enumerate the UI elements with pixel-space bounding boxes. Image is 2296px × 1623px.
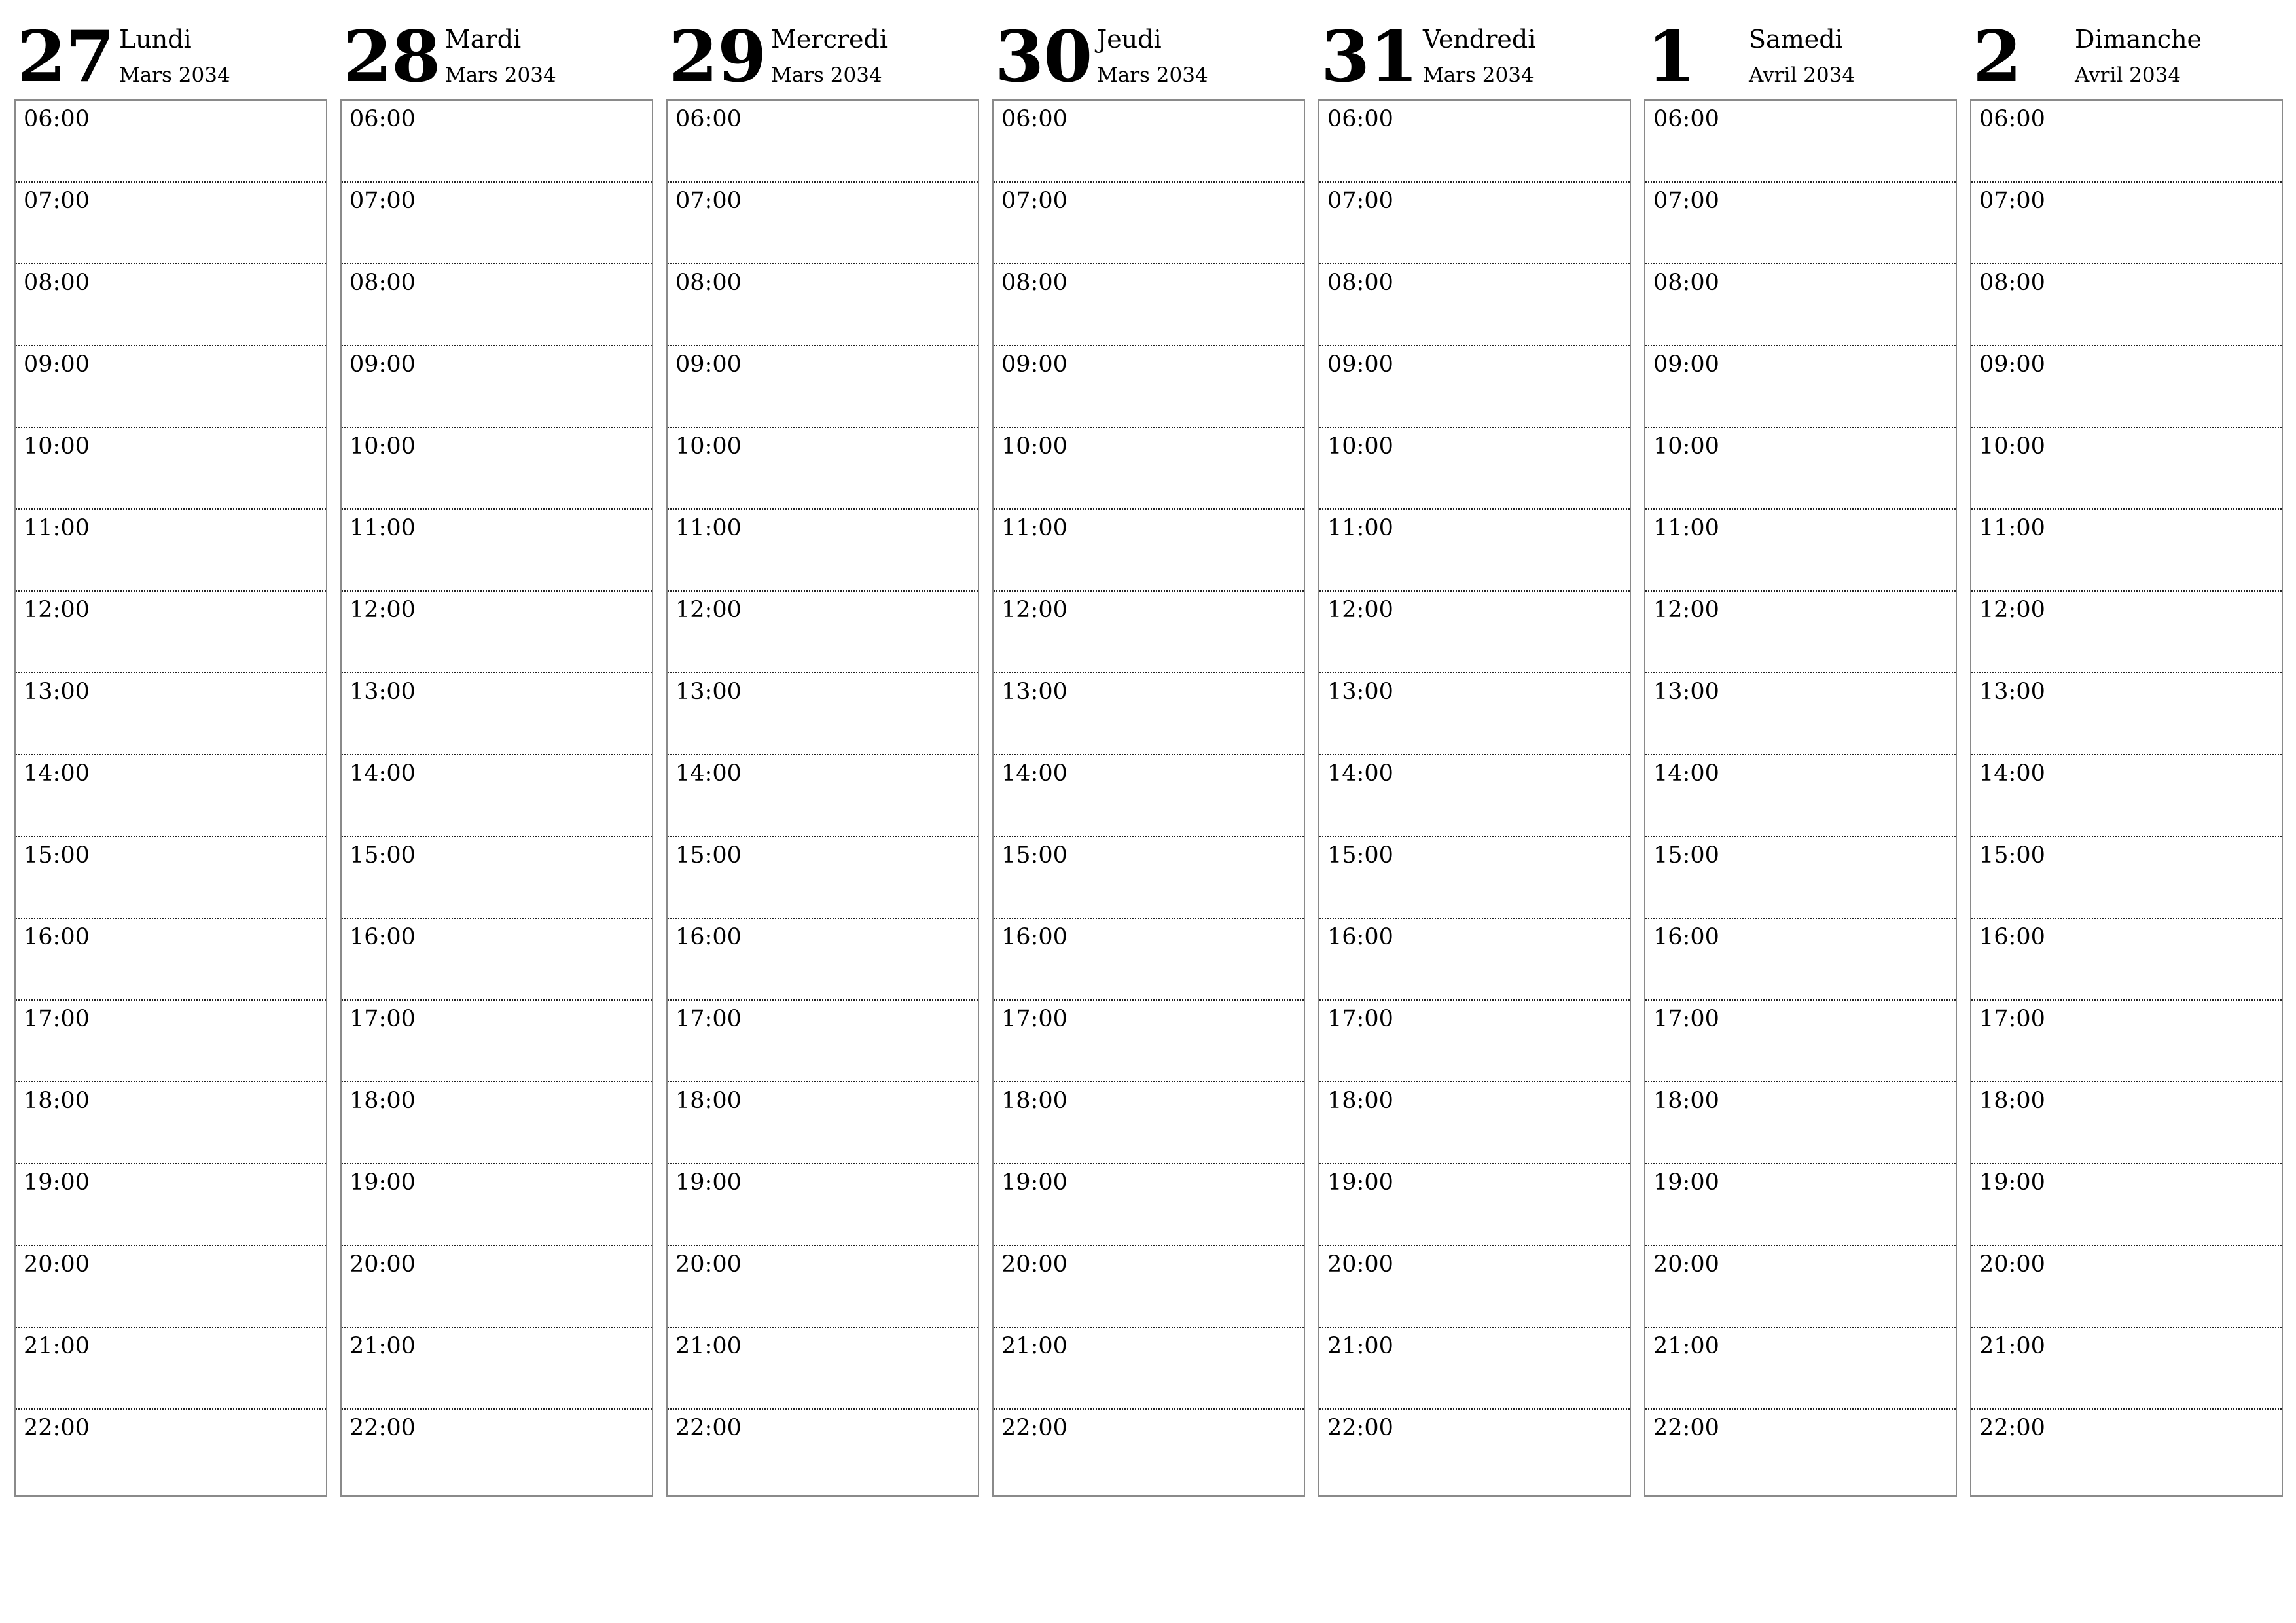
time-slot[interactable] [1645,1328,1956,1410]
time-slot[interactable] [1319,264,1630,346]
time-slot-label: 07:00 [1001,188,1067,214]
time-slot-label: 06:00 [24,106,90,132]
time-slot[interactable] [1319,755,1630,837]
time-slot[interactable] [668,1410,978,1495]
time-slot-label: 06:00 [675,106,742,132]
time-slot-label: 06:00 [350,106,416,132]
day-name: Jeudi [1097,25,1162,54]
time-slot-label: 07:00 [1979,188,2045,214]
time-slot[interactable] [994,1328,1304,1410]
time-slot[interactable] [1645,101,1956,183]
time-slot[interactable] [16,1246,326,1328]
time-slot-label: 12:00 [350,597,416,623]
time-slot-label: 09:00 [1001,351,1067,378]
time-slot-label: 19:00 [350,1169,416,1196]
time-slot-label: 11:00 [1653,515,1719,541]
time-slot[interactable] [342,1410,652,1495]
time-slot-label: 09:00 [24,351,90,378]
time-slot-label: 12:00 [1327,597,1393,623]
time-slot[interactable] [16,1164,326,1246]
time-slot[interactable] [994,1410,1304,1495]
time-slot[interactable] [16,673,326,755]
time-slot[interactable] [668,346,978,428]
time-slot-label: 14:00 [24,760,90,787]
time-slot[interactable] [342,428,652,510]
time-slot-label: 06:00 [1001,106,1067,132]
time-slot-label: 20:00 [1001,1251,1067,1277]
time-slot-label: 16:00 [675,924,742,950]
day-month: Avril 2034 [1749,63,1856,87]
day-header [340,0,653,99]
time-slot[interactable] [342,1164,652,1246]
time-slot-label: 11:00 [350,515,416,541]
time-slot-label: 13:00 [1979,679,2045,705]
time-slot[interactable] [342,837,652,919]
day-header [1318,0,1631,99]
time-slot[interactable] [1319,837,1630,919]
day-number: 27 [17,16,115,98]
time-slot-label: 20:00 [350,1251,416,1277]
time-slot-label: 18:00 [350,1088,416,1114]
day-header [666,0,979,99]
time-slot[interactable] [342,1328,652,1410]
time-slot-label: 08:00 [1979,270,2045,296]
time-slot[interactable] [1319,1410,1630,1495]
time-slot[interactable] [994,919,1304,1001]
time-slot[interactable] [16,919,326,1001]
time-slot-label: 16:00 [350,924,416,950]
time-slot[interactable] [994,1001,1304,1082]
time-slot[interactable] [1645,510,1956,592]
time-slot[interactable] [1645,264,1956,346]
time-slot-label: 17:00 [1327,1006,1393,1032]
time-slot[interactable] [1971,1328,2282,1410]
day-name: Mardi [445,25,522,54]
time-slot[interactable] [1971,592,2282,673]
time-slot[interactable] [994,510,1304,592]
time-slot-label: 12:00 [1653,597,1719,623]
time-slot-label: 18:00 [1979,1088,2045,1114]
day-month: Avril 2034 [2075,63,2181,87]
time-slot[interactable] [994,428,1304,510]
time-slot-box [666,99,979,1497]
time-slot[interactable] [1645,1164,1956,1246]
time-slot-label: 21:00 [1327,1333,1393,1359]
day-header [992,0,1305,99]
time-slot[interactable] [342,1082,652,1164]
time-slot[interactable] [668,592,978,673]
time-slot-label: 13:00 [1001,679,1067,705]
time-slot-label: 20:00 [675,1251,742,1277]
time-slot[interactable] [1319,1246,1630,1328]
time-slot-label: 13:00 [675,679,742,705]
day-number: 2 [1973,16,2022,98]
time-slot-label: 08:00 [1001,270,1067,296]
time-slot-label: 19:00 [1653,1169,1719,1196]
time-slot-label: 07:00 [24,188,90,214]
time-slot[interactable] [342,592,652,673]
time-slot-label: 17:00 [675,1006,742,1032]
time-slot[interactable] [1319,428,1630,510]
day-column-thursday [992,0,1305,1441]
time-slot[interactable] [16,346,326,428]
time-slot-label: 10:00 [350,433,416,459]
time-slot[interactable] [16,101,326,183]
time-slot-label: 07:00 [1653,188,1719,214]
time-slot-label: 15:00 [350,842,416,868]
time-slot[interactable] [342,755,652,837]
time-slot-box [992,99,1305,1497]
time-slot-label: 20:00 [1653,1251,1719,1277]
time-slot[interactable] [16,428,326,510]
time-slot[interactable] [1319,101,1630,183]
time-slot-box [14,99,327,1497]
time-slot[interactable] [1971,1001,2282,1082]
time-slot[interactable] [1971,510,2282,592]
time-slot-label: 09:00 [1979,351,2045,378]
time-slot[interactable] [1971,428,2282,510]
time-slot-label: 06:00 [1979,106,2045,132]
time-slot-label: 19:00 [24,1169,90,1196]
time-slot-label: 14:00 [1979,760,2045,787]
time-slot[interactable] [668,1246,978,1328]
time-slot-box [1970,99,2283,1497]
time-slot[interactable] [668,183,978,264]
time-slot-box [1318,99,1631,1497]
time-slot[interactable] [994,837,1304,919]
time-slot[interactable] [16,837,326,919]
time-slot-label: 09:00 [350,351,416,378]
time-slot-label: 21:00 [1979,1333,2045,1359]
time-slot-label: 21:00 [350,1333,416,1359]
time-slot-label: 22:00 [1001,1415,1067,1441]
time-slot-label: 11:00 [675,515,742,541]
time-slot-label: 08:00 [24,270,90,296]
time-slot-label: 21:00 [24,1333,90,1359]
time-slot[interactable] [16,183,326,264]
time-slot[interactable] [1971,837,2282,919]
time-slot[interactable] [994,755,1304,837]
time-slot[interactable] [16,1410,326,1495]
time-slot[interactable] [342,919,652,1001]
time-slot[interactable] [1971,1410,2282,1495]
time-slot-label: 06:00 [1327,106,1393,132]
time-slot-label: 22:00 [1653,1415,1719,1441]
time-slot-label: 15:00 [1653,842,1719,868]
time-slot-label: 18:00 [1001,1088,1067,1114]
time-slot-label: 13:00 [350,679,416,705]
time-slot-label: 10:00 [675,433,742,459]
day-header [1644,0,1957,99]
time-slot-label: 17:00 [1653,1006,1719,1032]
time-slot[interactable] [1645,919,1956,1001]
time-slot[interactable] [1645,673,1956,755]
time-slot[interactable] [1645,1246,1956,1328]
time-slot-label: 18:00 [24,1088,90,1114]
day-month: Mars 2034 [771,63,882,87]
time-slot[interactable] [668,1001,978,1082]
time-slot-label: 20:00 [1327,1251,1393,1277]
time-slot[interactable] [1971,183,2282,264]
time-slot-label: 22:00 [350,1415,416,1441]
time-slot[interactable] [342,510,652,592]
time-slot-label: 10:00 [1979,433,2045,459]
time-slot-label: 10:00 [1001,433,1067,459]
time-slot[interactable] [668,1164,978,1246]
day-number: 29 [669,16,766,98]
time-slot[interactable] [16,264,326,346]
time-slot-label: 08:00 [675,270,742,296]
time-slot-label: 11:00 [24,515,90,541]
time-slot-label: 19:00 [675,1169,742,1196]
time-slot[interactable] [1319,183,1630,264]
time-slot[interactable] [1645,428,1956,510]
time-slot-label: 08:00 [1653,270,1719,296]
time-slot[interactable] [994,101,1304,183]
time-slot[interactable] [342,346,652,428]
time-slot[interactable] [342,101,652,183]
day-column-saturday [1644,0,1957,1441]
time-slot[interactable] [16,1001,326,1082]
time-slot[interactable] [994,346,1304,428]
time-slot[interactable] [1645,1410,1956,1495]
time-slot-label: 12:00 [1001,597,1067,623]
time-slot-label: 14:00 [350,760,416,787]
time-slot-label: 12:00 [24,597,90,623]
time-slot-label: 15:00 [675,842,742,868]
time-slot[interactable] [16,592,326,673]
day-column-wednesday [666,0,979,1441]
time-slot-label: 22:00 [1979,1415,2045,1441]
time-slot[interactable] [1319,1001,1630,1082]
day-name: Samedi [1749,25,1843,54]
time-slot[interactable] [1645,183,1956,264]
time-slot-label: 17:00 [24,1006,90,1032]
time-slot-label: 14:00 [675,760,742,787]
time-slot-label: 16:00 [1327,924,1393,950]
time-slot[interactable] [994,1082,1304,1164]
time-slot[interactable] [1971,264,2282,346]
time-slot-label: 08:00 [1327,270,1393,296]
time-slot[interactable] [342,183,652,264]
time-slot-label: 13:00 [1653,679,1719,705]
time-slot[interactable] [668,755,978,837]
time-slot[interactable] [1319,919,1630,1001]
time-slot[interactable] [1971,673,2282,755]
time-slot[interactable] [1645,837,1956,919]
time-slot[interactable] [1971,1164,2282,1246]
time-slot[interactable] [668,264,978,346]
time-slot[interactable] [994,592,1304,673]
day-month: Mars 2034 [119,63,230,87]
time-slot-label: 20:00 [1979,1251,2045,1277]
time-slot-label: 20:00 [24,1251,90,1277]
time-slot-label: 17:00 [350,1006,416,1032]
day-month: Mars 2034 [1097,63,1208,87]
time-slot[interactable] [668,428,978,510]
time-slot-label: 21:00 [675,1333,742,1359]
time-slot-label: 16:00 [1979,924,2045,950]
time-slot[interactable] [1645,755,1956,837]
day-name: Vendredi [1423,25,1536,54]
day-name: Dimanche [2075,25,2202,54]
time-slot[interactable] [1319,673,1630,755]
time-slot[interactable] [1645,592,1956,673]
time-slot[interactable] [1971,101,2282,183]
time-slot[interactable] [668,919,978,1001]
time-slot-label: 22:00 [1327,1415,1393,1441]
time-slot[interactable] [342,264,652,346]
time-slot[interactable] [1645,1082,1956,1164]
time-slot[interactable] [668,673,978,755]
time-slot[interactable] [994,1164,1304,1246]
time-slot-label: 07:00 [675,188,742,214]
time-slot-label: 16:00 [24,924,90,950]
day-column-sunday [1970,0,2283,1441]
time-slot-label: 17:00 [1979,1006,2045,1032]
time-slot[interactable] [668,101,978,183]
time-slot[interactable] [1319,592,1630,673]
time-slot[interactable] [342,1001,652,1082]
time-slot[interactable] [1971,1246,2282,1328]
time-slot-label: 10:00 [24,433,90,459]
time-slot-label: 18:00 [1653,1088,1719,1114]
time-slot-label: 10:00 [1653,433,1719,459]
day-month: Mars 2034 [1423,63,1534,87]
time-slot-label: 21:00 [1001,1333,1067,1359]
time-slot-label: 19:00 [1979,1169,2045,1196]
day-name: Lundi [119,25,192,54]
day-column-monday [14,0,327,1441]
time-slot-box [340,99,653,1497]
time-slot-label: 15:00 [24,842,90,868]
time-slot-label: 12:00 [1979,597,2045,623]
time-slot-label: 07:00 [1327,188,1393,214]
time-slot-label: 14:00 [1653,760,1719,787]
time-slot[interactable] [16,510,326,592]
time-slot[interactable] [1645,346,1956,428]
time-slot-label: 18:00 [675,1088,742,1114]
time-slot[interactable] [1319,1328,1630,1410]
time-slot[interactable] [1971,755,2282,837]
day-number: 1 [1647,16,1696,98]
day-month: Mars 2034 [445,63,556,87]
time-slot-label: 12:00 [675,597,742,623]
time-slot[interactable] [994,183,1304,264]
day-column-friday [1318,0,1631,1441]
time-slot[interactable] [668,837,978,919]
time-slot-label: 15:00 [1327,842,1393,868]
time-slot-label: 09:00 [1327,351,1393,378]
time-slot[interactable] [1645,1001,1956,1082]
time-slot-label: 06:00 [1653,106,1719,132]
time-slot[interactable] [1971,1082,2282,1164]
time-slot[interactable] [1319,1082,1630,1164]
time-slot-label: 14:00 [1001,760,1067,787]
time-slot-label: 08:00 [350,270,416,296]
time-slot[interactable] [1319,510,1630,592]
time-slot-label: 19:00 [1001,1169,1067,1196]
time-slot-label: 13:00 [1327,679,1393,705]
time-slot[interactable] [668,1328,978,1410]
time-slot[interactable] [1971,919,2282,1001]
time-slot[interactable] [342,673,652,755]
time-slot-label: 09:00 [1653,351,1719,378]
time-slot-label: 09:00 [675,351,742,378]
time-slot-label: 07:00 [350,188,416,214]
time-slot[interactable] [16,755,326,837]
time-slot-label: 19:00 [1327,1169,1393,1196]
time-slot-label: 18:00 [1327,1088,1393,1114]
time-slot-label: 17:00 [1001,1006,1067,1032]
time-slot[interactable] [1971,346,2282,428]
time-slot-label: 14:00 [1327,760,1393,787]
day-column-tuesday [340,0,653,1441]
time-slot-label: 11:00 [1001,515,1067,541]
time-slot[interactable] [16,1328,326,1410]
time-slot-label: 13:00 [24,679,90,705]
time-slot[interactable] [1319,346,1630,428]
time-slot-label: 16:00 [1001,924,1067,950]
time-slot[interactable] [994,264,1304,346]
day-name: Mercredi [771,25,888,54]
time-slot[interactable] [668,1082,978,1164]
day-number: 30 [995,16,1092,98]
time-slot-label: 15:00 [1001,842,1067,868]
day-number: 28 [343,16,440,98]
time-slot-label: 15:00 [1979,842,2045,868]
day-header [1970,0,2283,99]
time-slot-label: 11:00 [1327,515,1393,541]
time-slot[interactable] [16,1082,326,1164]
time-slot-label: 22:00 [675,1415,742,1441]
time-slot-label: 11:00 [1979,515,2045,541]
day-header [14,0,327,99]
time-slot[interactable] [1319,1164,1630,1246]
time-slot[interactable] [994,1246,1304,1328]
time-slot-label: 10:00 [1327,433,1393,459]
time-slot[interactable] [668,510,978,592]
time-slot[interactable] [342,1246,652,1328]
time-slot-label: 21:00 [1653,1333,1719,1359]
time-slot[interactable] [994,673,1304,755]
time-slot-label: 16:00 [1653,924,1719,950]
time-slot-label: 22:00 [24,1415,90,1441]
time-slot-box [1644,99,1957,1497]
day-number: 31 [1321,16,1418,98]
